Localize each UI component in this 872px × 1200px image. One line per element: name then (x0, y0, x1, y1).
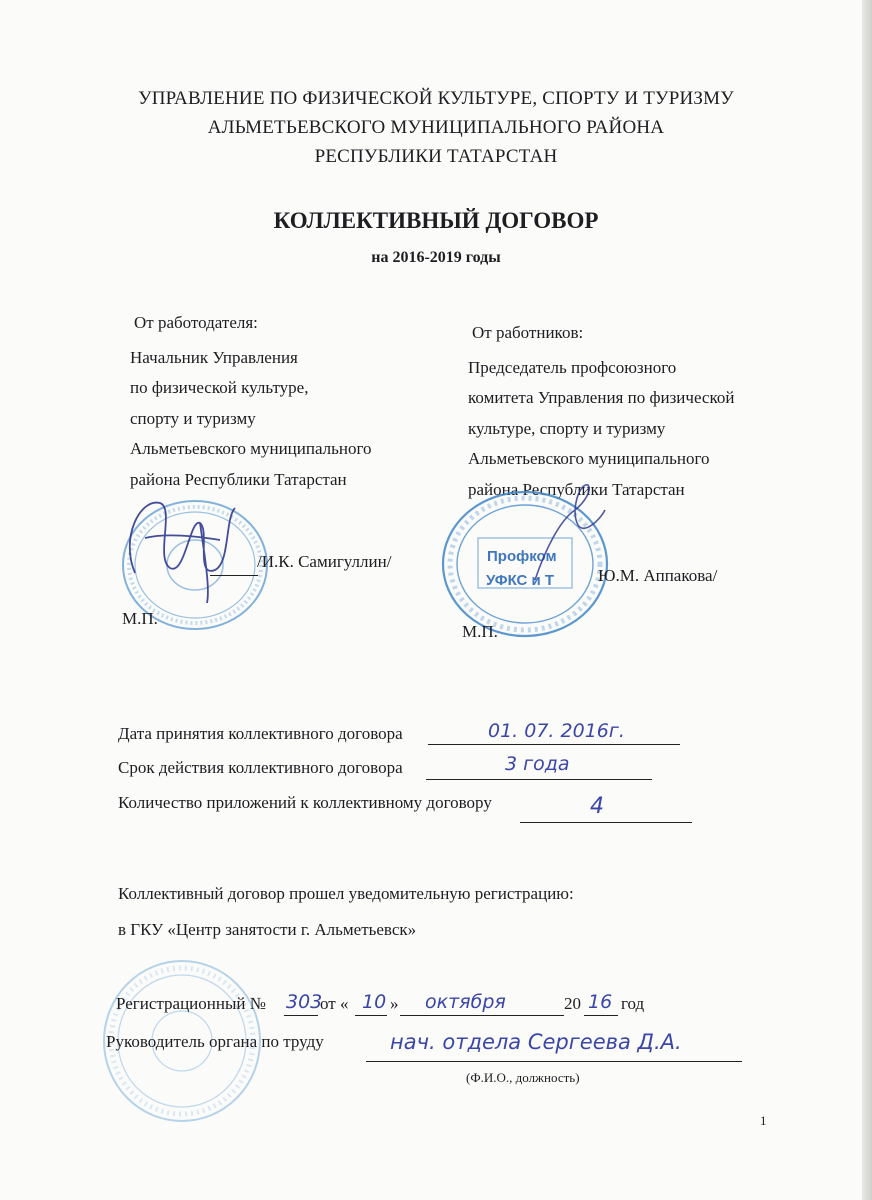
document-subtitle: на 2016-2019 годы (371, 249, 501, 266)
reg-number-value: 303 (286, 991, 323, 1013)
employer-line: спорту и туризму (130, 408, 256, 428)
term-underline (426, 779, 652, 780)
appendix-label: Количество приложений к коллективному договору (118, 793, 492, 812)
employees-seal-label: М.П. (462, 622, 498, 641)
page-number: 1 (760, 1113, 767, 1128)
employees-line: района Республики Татарстан (468, 479, 685, 499)
reg-from-label: от « (320, 994, 349, 1013)
reg-day-close: » (390, 994, 399, 1013)
registration-line2: в ГКУ «Центр занятости г. Альметьевск» (118, 920, 417, 939)
appendix-underline (520, 822, 692, 823)
head-label: Руководитель органа по труду (106, 1032, 324, 1051)
employer-signature (115, 478, 255, 608)
employees-line: комитета Управления по физической (468, 388, 735, 407)
employer-line: Альметьевского муниципального (130, 439, 372, 458)
employees-line: культуре, спорту и туризму (468, 418, 666, 438)
registration-line1: Коллективный договор прошел уведомительную регистрацию: (118, 884, 574, 903)
reg-year-suffix: 16 (588, 991, 613, 1013)
employer-signature-line (210, 575, 258, 576)
org-name-line3: РЕСПУБЛИКИ ТАТАРСТАН (314, 146, 558, 167)
term-value: 3 года (505, 753, 570, 775)
head-caption: (Ф.И.О., должность) (466, 1070, 580, 1085)
reg-month-value: октября (425, 991, 506, 1013)
employees-line: Альметьевского муниципального (468, 449, 710, 468)
employees-signature-name: Ю.М. Аппакова/ (598, 566, 718, 585)
org-name-line1: УПРАВЛЕНИЕ ПО ФИЗИЧЕСКОЙ КУЛЬТУРЕ, СПОРТУ И ТУРИЗМУ (138, 88, 734, 109)
date-label: Дата принятия коллективного договора (118, 724, 403, 743)
org-name-line2: АЛЬМЕТЬЕВСКОГО МУНИЦИПАЛЬНОГО РАЙОНА (207, 117, 665, 138)
reg-year-prefix: 20 (564, 994, 581, 1013)
employer-heading: От работодателя: (134, 313, 258, 332)
employees-block (468, 318, 734, 505)
reg-day-underline (355, 1015, 387, 1016)
employer-signature-name: /И.К. Самигуллин/ (257, 552, 392, 571)
employees-line: Председатель профсоюзного (468, 357, 677, 377)
date-value: 01. 07. 2016г. (488, 720, 625, 742)
page-edge (862, 0, 872, 1200)
employer-block (130, 308, 372, 495)
stamp-text-line2: УФКС и Т (486, 572, 555, 589)
head-value: нач. отдела Сергеева Д.А. (390, 1030, 682, 1054)
employer-line: района Республики Татарстан (130, 469, 347, 489)
employer-seal-label: М.П. (122, 609, 158, 628)
employer-line: по физической культуре, (130, 378, 309, 397)
employees-heading: От работников: (472, 323, 584, 342)
reg-year-word: год (621, 994, 645, 1013)
reg-day-value: 10 (362, 991, 387, 1013)
reg-year-underline (584, 1015, 618, 1016)
reg-number-label: Регистрационный № (116, 994, 266, 1013)
appendix-value: 4 (590, 794, 604, 819)
term-label: Срок действия коллективного договора (118, 758, 403, 777)
employer-line: Начальник Управления (130, 347, 298, 367)
document-title: КОЛЛЕКТИВНЫЙ ДОГОВОР (273, 208, 599, 233)
date-underline (428, 744, 680, 745)
reg-number-underline (284, 1015, 318, 1016)
employees-signature (520, 480, 610, 590)
reg-month-underline (400, 1015, 564, 1016)
stamp-text-line1: Профком (487, 548, 557, 565)
head-underline (366, 1061, 742, 1062)
